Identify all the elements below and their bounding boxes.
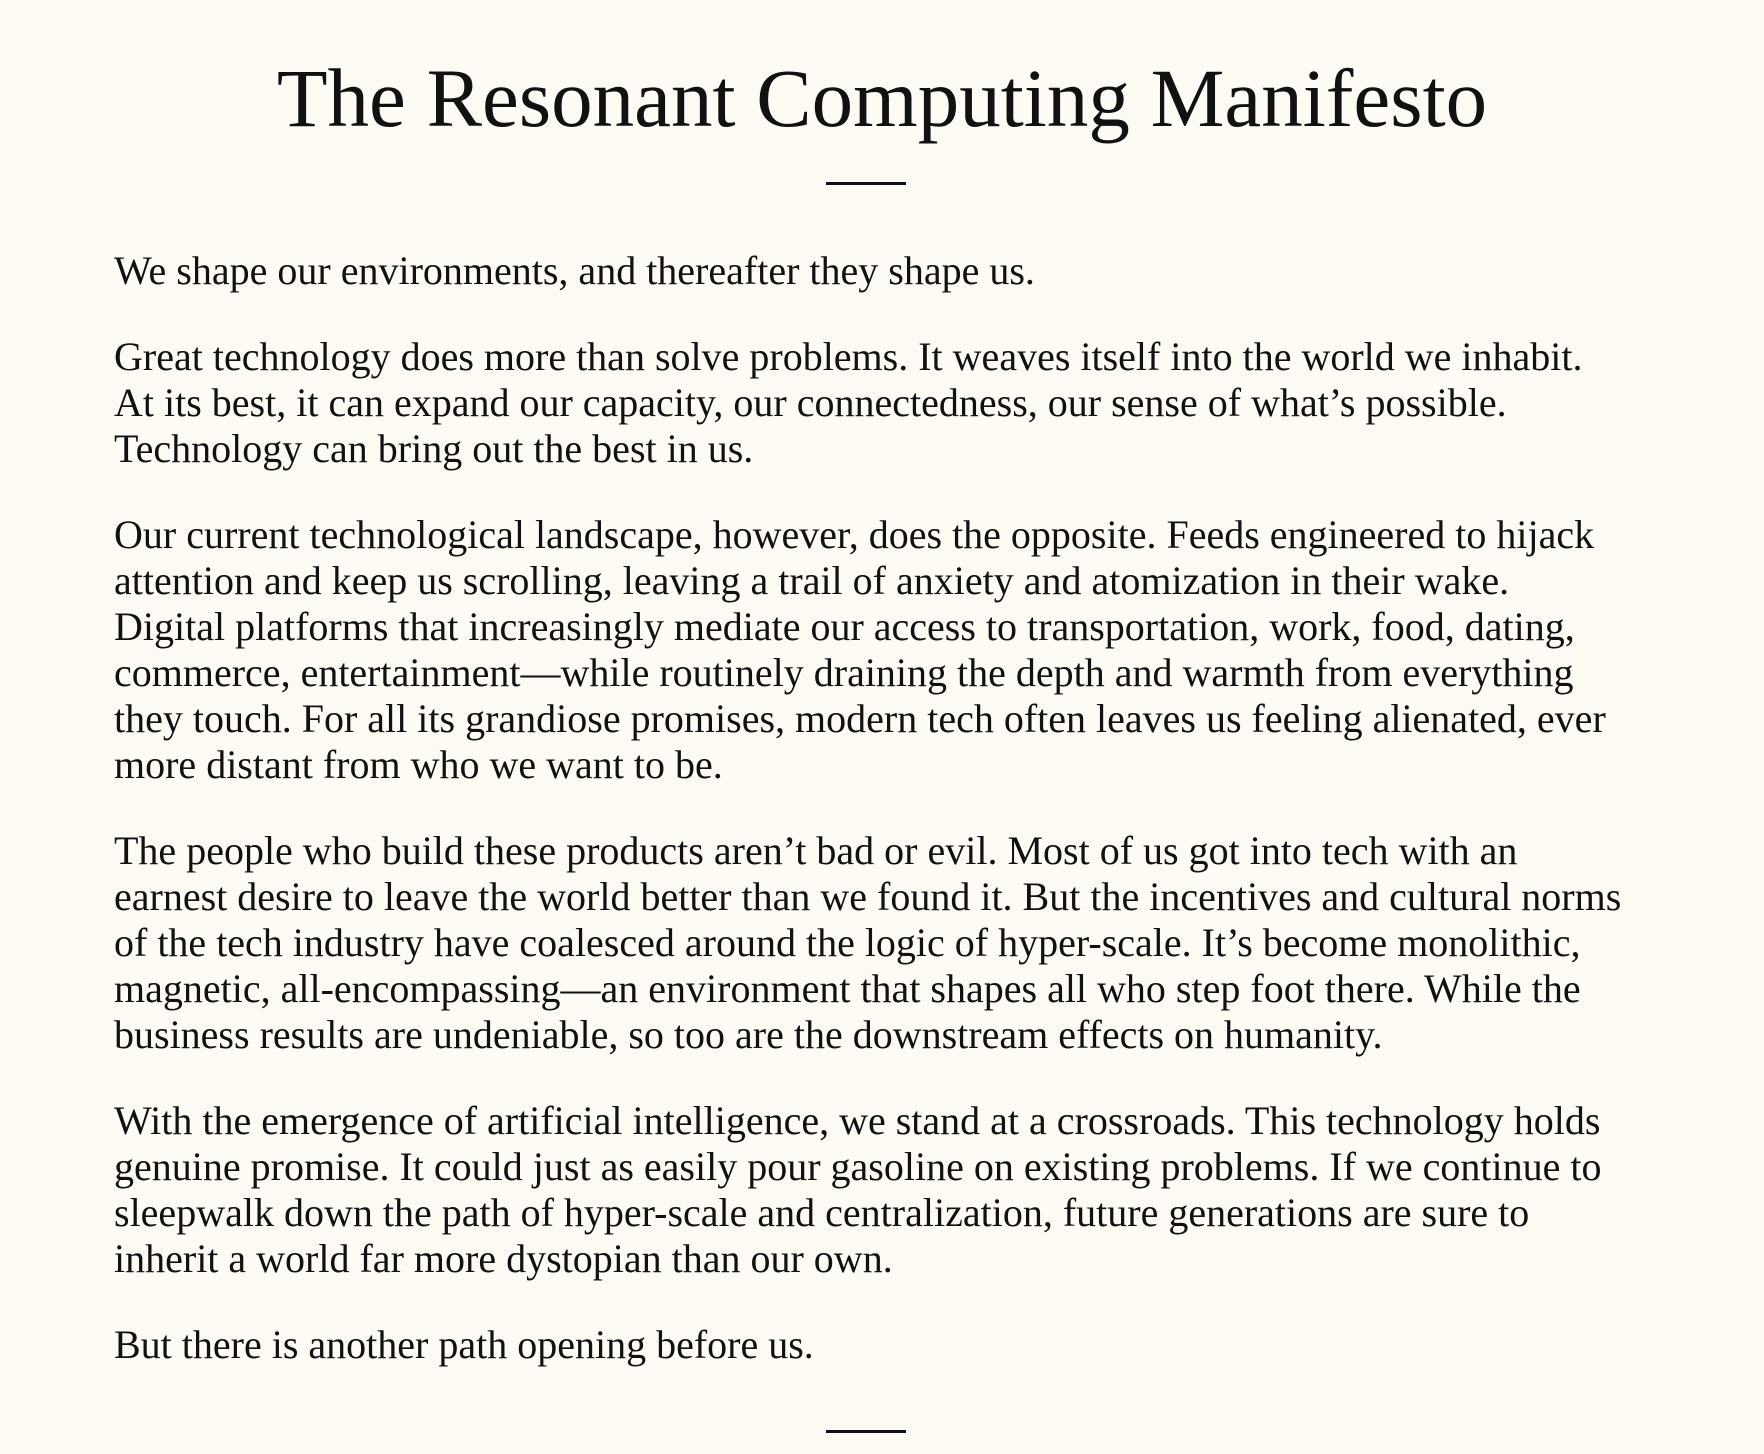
manifesto-body (114, 248, 1624, 1408)
section-divider (826, 1430, 906, 1433)
title-divider (826, 182, 906, 185)
paragraph-3: Our current technological landscape, however, does the opposite. Feeds engineered to hijack attention and keep us scrolling, leaving a trail of anxiety and atomization in their wake. Digital platforms that increasingly mediate our access to transportation, work, food, dating, commerce, entertainment—while routinely draining the depth and warmth from everything they touch. For all its grandiose promises, modern tech often leaves us feeling alienated, ever more distant from who we want to be. (114, 512, 1606, 787)
paragraph-6: But there is another path opening before us. (114, 1322, 814, 1367)
paragraph-2: Great technology does more than solve problems. It weaves itself into the world we inhabit. At its best, it can expand our capacity, our connectedness, our sense of what’s possible. Technology can bring out the best in us. (114, 334, 1583, 471)
paragraph-1: We shape our environments, and thereafter they shape us. (114, 248, 1035, 293)
paragraph-5: With the emergence of artificial intelligence, we stand at a crossroads. This technology holds genuine promise. It could just as easily pour gasoline on existing problems. If we continue to sleepwalk down the path of hyper-scale and centralization, future generations are sure to inherit a world far more dystopian than our own. (114, 1098, 1602, 1281)
page-title: The Resonant Computing Manifesto (276, 52, 1488, 144)
paragraph-4: The people who build these products aren’t bad or evil. Most of us got into tech with an earnest desire to leave the world better than we found it. But the incentives and cultural norms of the tech industry have coalesced around the logic of hyper-scale. It’s become monolithic, magnetic, all-encompassing—an environment that shapes all who step foot there. While the business results are undeniable, so too are the downstream effects on humanity. (114, 828, 1622, 1057)
